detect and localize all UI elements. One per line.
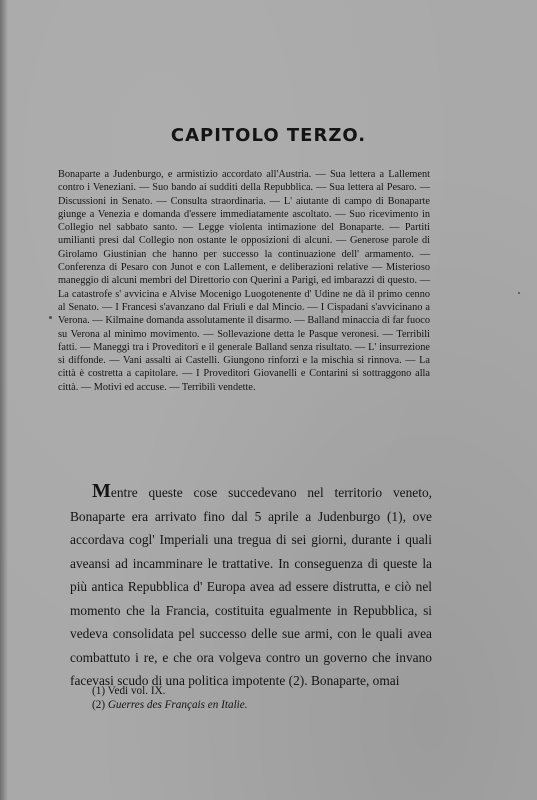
chapter-summary: Bonaparte a Judenburgo, e armistizio accordato all'Austria. — Sua lettera a Lallement contro i Veneziani. — Suo bando ai sudditi della Repubblica. — Sua lettera al Pesaro. — Discussioni in Senato. — Consulta straordinaria. — L' aiutante di campo di Bonaparte giunge a Venezia e domanda d'essere immediatamente ascoltato. — Suo ricevimento in Collegio nel sabbato santo. — Legge violenta intimazione del Bonaparte. — Partiti umilianti presi dal Collegio non ostante le opposizioni di alcuni. — Generose parole di Girolamo Giustinian che hanno per successo la continuazione dell' armamento. — Conferenza di Pesaro con Junot e con Lallement, e deliberazioni relative — Misterioso maneggio di alcuni membri del Direttorio con Querini a Parigi, ed imbarazzi di questo. — La catastrofe s' avvicina e Alvise Mocenigo Luogotenente d' Udine ne dà il primo cenno al Senato. — I Francesi s'avanzano dal Friuli e dal Mincio. — I Cispadani s'avvicinano a Verona. — Kilmaine domanda assolutamente il disarmo. — Balland minaccia di far fuoco su Verona al minimo movimento. — Sollevazione detta le Pasque veronesi. — Terribili fatti. — Maneggi tra i Proveditori e il generale Balland senza risultato. — L' insurrezione si diffonde. — Vani assalti ai Castelli. Giungono rinforzi e la mischia si rinnova. — La città è costretta a capitolare. — I Proveditori Giovanelli e Contarini si sottraggono alla città. — Motivi ed accuse. — Terribili vendette. xyxy=(58,169,430,393)
footnote-1-text: Vedi vol. IX. xyxy=(107,685,166,697)
drop-cap: M xyxy=(92,480,111,502)
ink-speck xyxy=(518,292,520,294)
chapter-title: CAPITOLO TERZO. xyxy=(170,125,367,146)
footnote-1 xyxy=(92,684,412,698)
ink-speck xyxy=(49,316,52,319)
footnote-1-mark: (1) xyxy=(92,685,106,697)
footnote-2-mark: (2) xyxy=(92,699,106,711)
footnote-2-text: Guerres des Français en Italie. xyxy=(107,699,248,711)
body-paragraph-text: entre queste cose succedevano nel territorio veneto, Bonaparte era arrivato fino dal 5 aprile a Judenburgo (1), ove accordava cogl' Imperiali una tregua di sei giorni, durante i quali aveansi ad incamminare le trattative. In conseguenza di queste la più antica Repubblica d' Europa avea ad essere distrutta, e ciò nel momento che la Francia, costituita egualmente in Repubblica, si vedeva consolidata pel successo delle sue armi, con le quali avea combattuto i re, e che ora volgeva contro un governo che invano facevasi scudo di una politica impotente (2). Bonaparte, omai xyxy=(70,485,432,688)
footnote-2 xyxy=(92,698,412,712)
page-edge-shadow xyxy=(0,0,8,800)
footnotes xyxy=(92,684,412,712)
body-paragraph xyxy=(70,480,432,693)
